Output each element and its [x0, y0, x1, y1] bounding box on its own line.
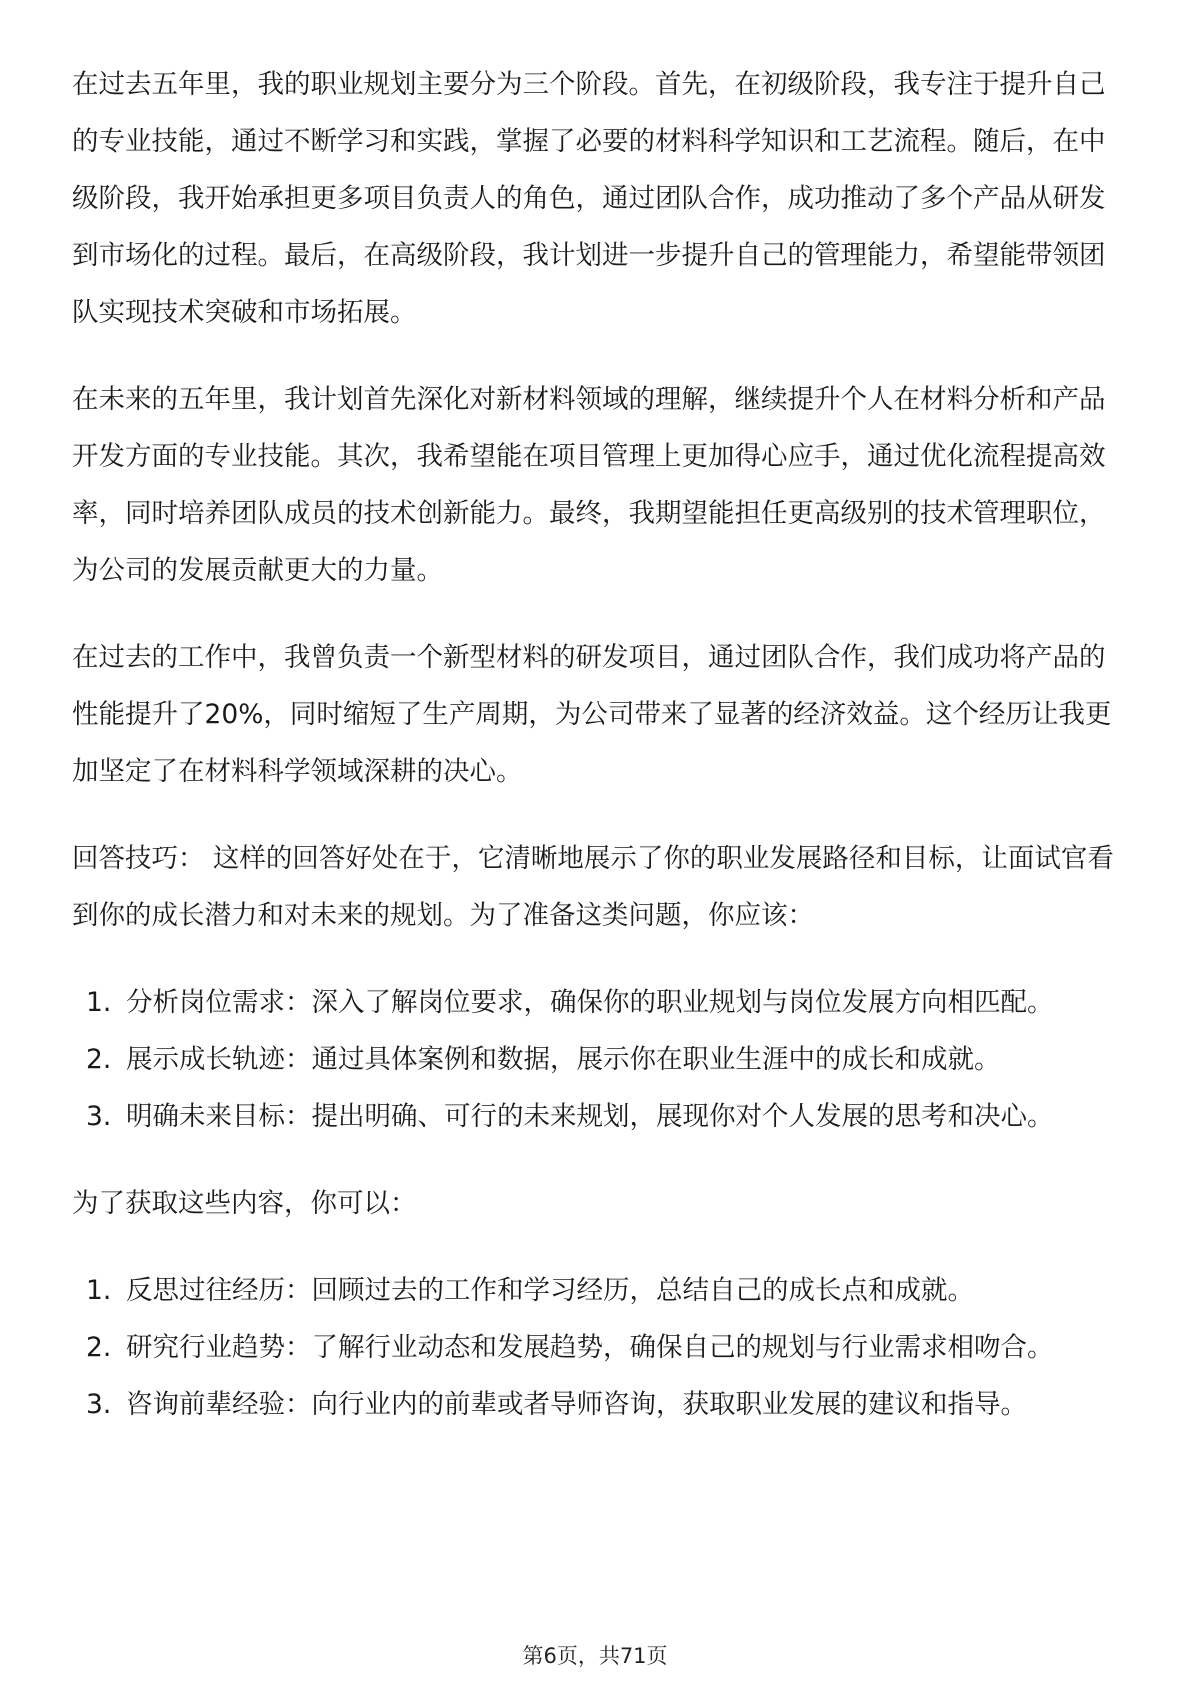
list-item-text: 反思过往经历：回顾过去的工作和学习经历，总结自己的成长点和成就。 [126, 1275, 974, 1306]
obtain-list [72, 1262, 1118, 1433]
list-item [72, 1319, 1118, 1376]
paragraph-past-plan: 在过去五年里，我的职业规划主要分为三个阶段。首先，在初级阶段，我专注于提升自己的专业技能，通过不断学习和实践，掌握了必要的材料科学知识和工艺流程。随后，在中级阶段，我开始承担更多项目负责人的角色，通过团队合作，成功推动了多个产品从研发到市场化的过程。最后，在高级阶段，我计划进一步提升自己的管理能力，希望能带领团队实现技术突破和市场拓展。 [72, 69, 1106, 328]
list-item-number: 1. [86, 987, 112, 1018]
list-item [72, 1376, 1118, 1433]
paragraph-future-plan: 在未来的五年里，我计划首先深化对新材料领域的理解，继续提升个人在材料分析和产品开发方面的专业技能。其次，我希望能在项目管理上更加得心应手，通过优化流程提高效率，同时培养团队成员的技术创新能力。最终，我期望能担任更高级别的技术管理职位，为公司的发展贡献更大的力量。 [72, 384, 1106, 586]
list-item-text: 分析岗位需求：深入了解岗位要求，确保你的职业规划与岗位发展方向相匹配。 [126, 987, 1054, 1018]
list-item-text: 明确未来目标：提出明确、可行的未来规划，展现你对个人发展的思考和决心。 [126, 1101, 1054, 1132]
list-item [72, 974, 1118, 1031]
paragraph-obtain-intro: 为了获取这些内容，你可以： [72, 1188, 417, 1219]
list-item-number: 2. [86, 1044, 112, 1075]
paragraph-answer-tips: 回答技巧： 这样的回答好处在于，它清晰地展示了你的职业发展路径和目标，让面试官看到你的成长潜力和对未来的规划。为了准备这类问题，你应该： [72, 843, 1114, 931]
list-item-text: 咨询前辈经验：向行业内的前辈或者导师咨询，获取职业发展的建议和指导。 [126, 1389, 1027, 1420]
list-item-number: 3. [86, 1389, 112, 1420]
list-item [72, 1262, 1118, 1319]
list-item [72, 1031, 1118, 1088]
list-item [72, 1088, 1118, 1145]
paragraph-experience: 在过去的工作中，我曾负责一个新型材料的研发项目，通过团队合作，我们成功将产品的性能提升了20%，同时缩短了生产周期，为公司带来了显著的经济效益。这个经历让我更加坚定了在材料科学领域深耕的决心。 [72, 642, 1112, 787]
list-item-text: 展示成长轨迹：通过具体案例和数据，展示你在职业生涯中的成长和成就。 [126, 1044, 1001, 1075]
prepare-list [72, 974, 1118, 1145]
document-body [72, 56, 1118, 1463]
list-item-number: 2. [86, 1332, 112, 1363]
page-number: 第6页，共71页 [522, 1644, 668, 1668]
list-item-number: 1. [86, 1275, 112, 1306]
list-item-text: 研究行业趋势：了解行业动态和发展趋势，确保自己的规划与行业需求相吻合。 [126, 1332, 1054, 1363]
list-item-number: 3. [86, 1101, 112, 1132]
